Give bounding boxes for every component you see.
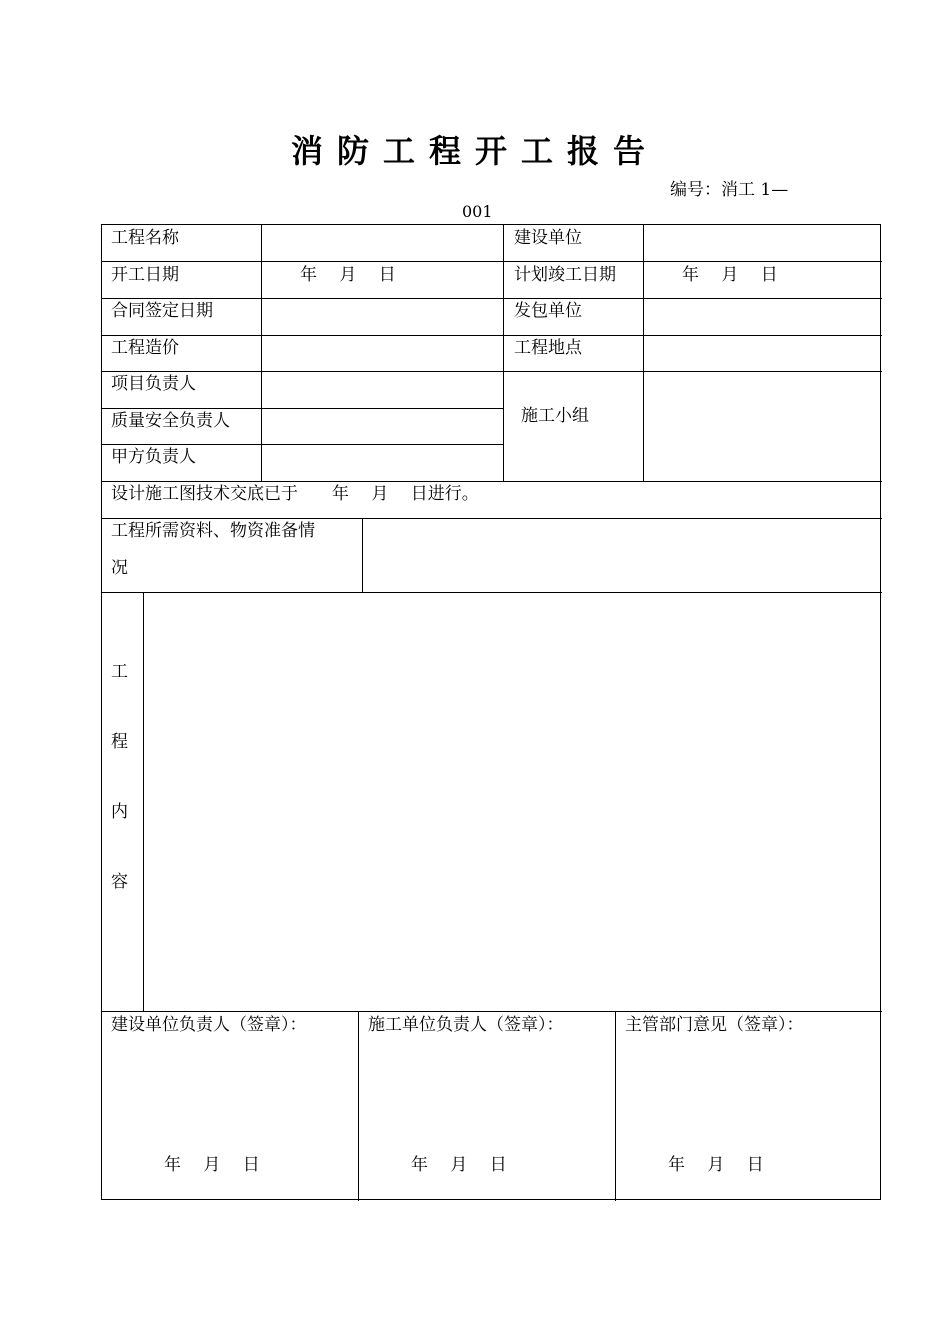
project-manager-label: 项目负责人: [111, 374, 196, 394]
planned-completion-field[interactable]: 年 月 日: [682, 265, 778, 285]
row-divider: [102, 1011, 882, 1012]
authority-signature-field[interactable]: [616, 1037, 880, 1147]
contract-date-label: 合同签定日期: [111, 301, 213, 321]
construction-team-label: 施工小组: [521, 406, 589, 426]
report-form: [101, 224, 881, 1200]
project-cost-label: 工程造价: [111, 338, 179, 358]
client-manager-field[interactable]: [262, 445, 503, 481]
builder-signature-date: 年 月 日: [164, 1155, 260, 1175]
design-briefing-text: 设计施工图技术交底已于 年 月 日进行。: [111, 484, 479, 504]
serial-label: 编号：消工 1—: [670, 180, 789, 200]
column-divider: [503, 225, 504, 481]
authority-signature-date: 年 月 日: [668, 1155, 764, 1175]
materials-field[interactable]: [363, 519, 880, 592]
quality-safety-manager-label: 质量安全负责人: [111, 411, 230, 431]
content-label-char: 工: [111, 662, 128, 682]
project-name-field[interactable]: [262, 226, 503, 261]
contractor-signature-label: 施工单位负责人（签章）：: [368, 1015, 564, 1035]
project-manager-field[interactable]: [262, 372, 503, 408]
serial-number: 001: [462, 202, 493, 221]
contract-date-field[interactable]: [262, 299, 503, 335]
client-manager-label: 甲方负责人: [111, 447, 196, 467]
contractor-signature-date: 年 月 日: [411, 1155, 507, 1175]
page-title: 消防工程开工报告: [290, 132, 659, 170]
builder-signature-label: 建设单位负责人（签章）：: [111, 1015, 307, 1035]
content-label-char: 程: [111, 732, 128, 752]
project-content-field[interactable]: [144, 593, 880, 1011]
quality-safety-manager-field[interactable]: [262, 409, 503, 444]
materials-label: 工程所需资料、物资准备情: [111, 521, 315, 541]
planned-completion-label: 计划竣工日期: [514, 265, 616, 285]
start-date-label: 开工日期: [111, 265, 179, 285]
content-label-char: 内: [111, 802, 128, 822]
construction-unit-label: 建设单位: [514, 228, 582, 248]
row-divider: [102, 261, 882, 262]
project-location-field[interactable]: [644, 336, 880, 371]
construction-team-field[interactable]: [644, 372, 880, 481]
project-name-label: 工程名称: [111, 228, 179, 248]
row-divider: [102, 481, 882, 482]
start-date-field[interactable]: 年 月 日: [300, 265, 396, 285]
content-label-char: 容: [111, 872, 128, 892]
construction-unit-field[interactable]: [644, 226, 880, 261]
project-location-label: 工程地点: [514, 338, 582, 358]
contracting-unit-field[interactable]: [644, 299, 880, 335]
project-cost-field[interactable]: [262, 336, 503, 371]
authority-signature-label: 主管部门意见（签章）：: [625, 1015, 804, 1035]
contracting-unit-label: 发包单位: [514, 301, 582, 321]
contractor-signature-field[interactable]: [359, 1037, 615, 1147]
materials-label-cont: 况: [111, 558, 128, 578]
builder-signature-field[interactable]: [103, 1037, 358, 1147]
